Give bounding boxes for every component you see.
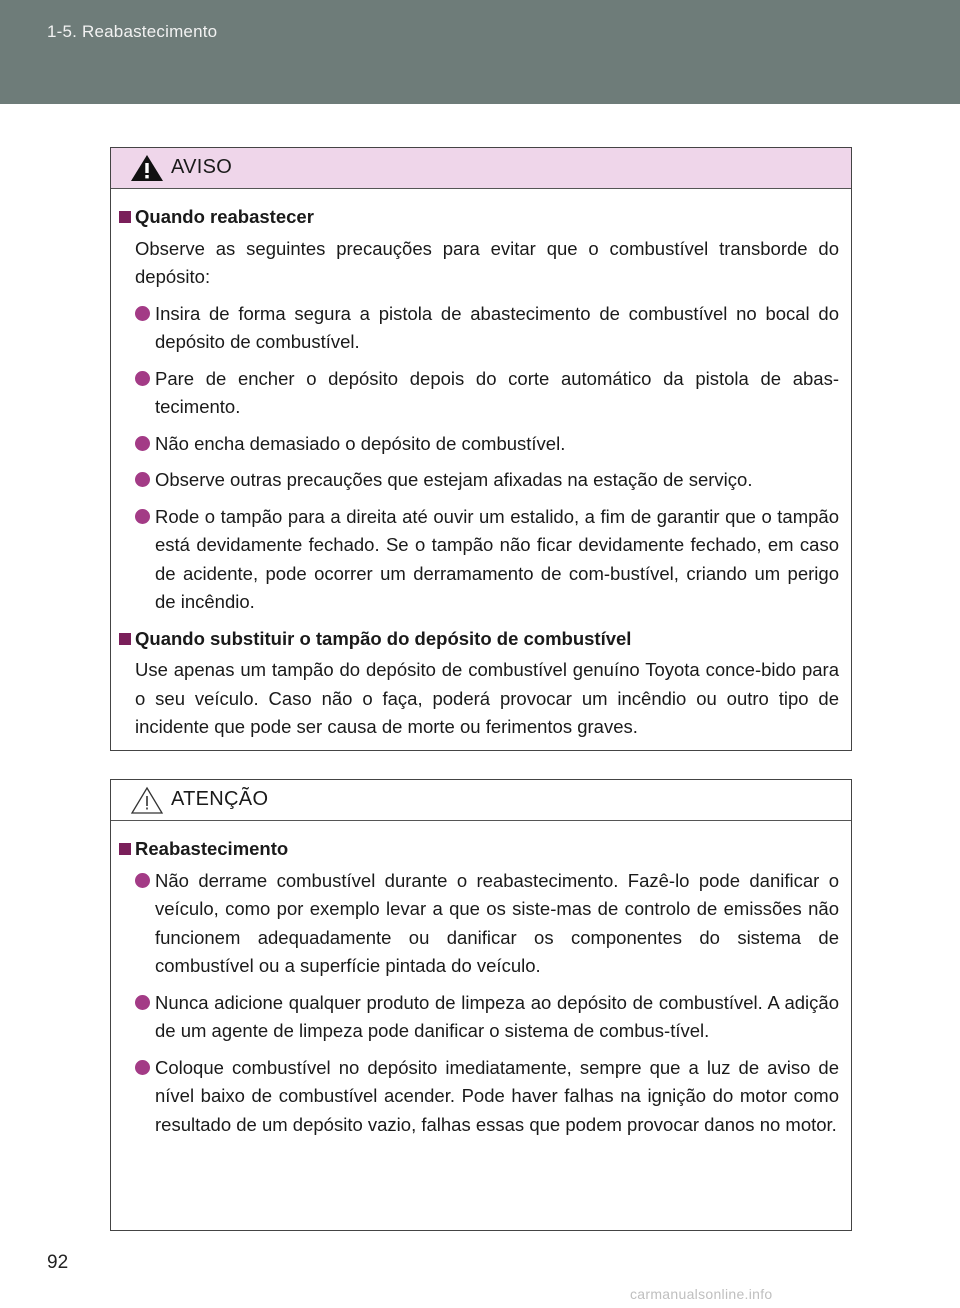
top-bar	[0, 0, 960, 104]
warning-bullet: Insira de forma segura a pistola de abastecimento de combustível no bocal do depósito de combustível.	[119, 300, 839, 357]
caution-box	[110, 779, 852, 1231]
warning-header	[111, 148, 851, 189]
caution-bullet: Não derrame combustível durante o reabastecimento. Fazê-lo pode danificar o veículo, como por exemplo levar a que os siste-mas de controlo de emissões não funcionem adequadamente ou danificar os componentes do sistema de combustível ou a superfície pintada do veículo.	[119, 867, 839, 981]
page-number: 92	[47, 1252, 69, 1273]
warning-triangle-icon	[129, 153, 165, 183]
warning-section-heading: Quando substituir o tampão do depósito de combustível	[119, 625, 839, 654]
square-bullet-icon	[119, 843, 131, 855]
caution-body	[111, 821, 851, 1139]
dot-bullet-icon	[135, 1060, 150, 1075]
warning-box	[110, 147, 852, 751]
dot-bullet-icon	[135, 306, 150, 321]
warning-title: AVISO	[171, 156, 233, 178]
caution-triangle-icon	[129, 785, 165, 815]
warning-bullet: Rode o tampão para a direita até ouvir um estalido, a fim de garantir que o tampão está devidamente fechado. Se o tampão não ficar devidamente fechado, em caso de acidente, pode ocorrer um derramamento de com-bustível, criando um perigo de incêndio.	[119, 503, 839, 617]
caution-bullet: Coloque combustível no depósito imediatamente, sempre que a luz de aviso de nível baixo de combustível acender. Pode haver falhas na ignição do motor como resultado de um depósito vazio, falhas essas que podem provocar danos no motor.	[119, 1054, 839, 1140]
dot-bullet-icon	[135, 436, 150, 451]
warning-bullet: Pare de encher o depósito depois do corte automático da pistola de abas-tecimento.	[119, 365, 839, 422]
dot-bullet-icon	[135, 472, 150, 487]
square-bullet-icon	[119, 633, 131, 645]
warning-section-intro: Observe as seguintes precauções para evitar que o combustível transborde do depósito:	[135, 237, 839, 287]
warning-section-intro: Use apenas um tampão do depósito de combustível genuíno Toyota conce-bido para o seu veículo. Caso não o faça, poderá provocar um incêndio ou outro tipo de incidente que pode ser causa de morte ou ferimentos graves.	[135, 659, 839, 737]
section-title: 1-5. Reabastecimento	[47, 22, 218, 41]
warning-bullet: Não encha demasiado o depósito de combustível.	[119, 430, 839, 459]
warning-bullet: Observe outras precauções que estejam afixadas na estação de serviço.	[119, 466, 839, 495]
warning-section-heading: Quando reabastecer	[119, 203, 839, 232]
caution-header	[111, 780, 851, 821]
dot-bullet-icon	[135, 371, 150, 386]
square-bullet-icon	[119, 211, 131, 223]
dot-bullet-icon	[135, 509, 150, 524]
caution-bullet: Nunca adicione qualquer produto de limpeza ao depósito de combustível. A adição de um agente de limpeza pode danificar o sistema de combus-tível.	[119, 989, 839, 1046]
warning-body	[111, 189, 851, 742]
caution-section-heading: Reabastecimento	[119, 835, 839, 864]
dot-bullet-icon	[135, 995, 150, 1010]
caution-title: ATENÇÃO	[171, 788, 269, 810]
dot-bullet-icon	[135, 873, 150, 888]
watermark: carmanualsonline.info	[630, 1286, 773, 1302]
